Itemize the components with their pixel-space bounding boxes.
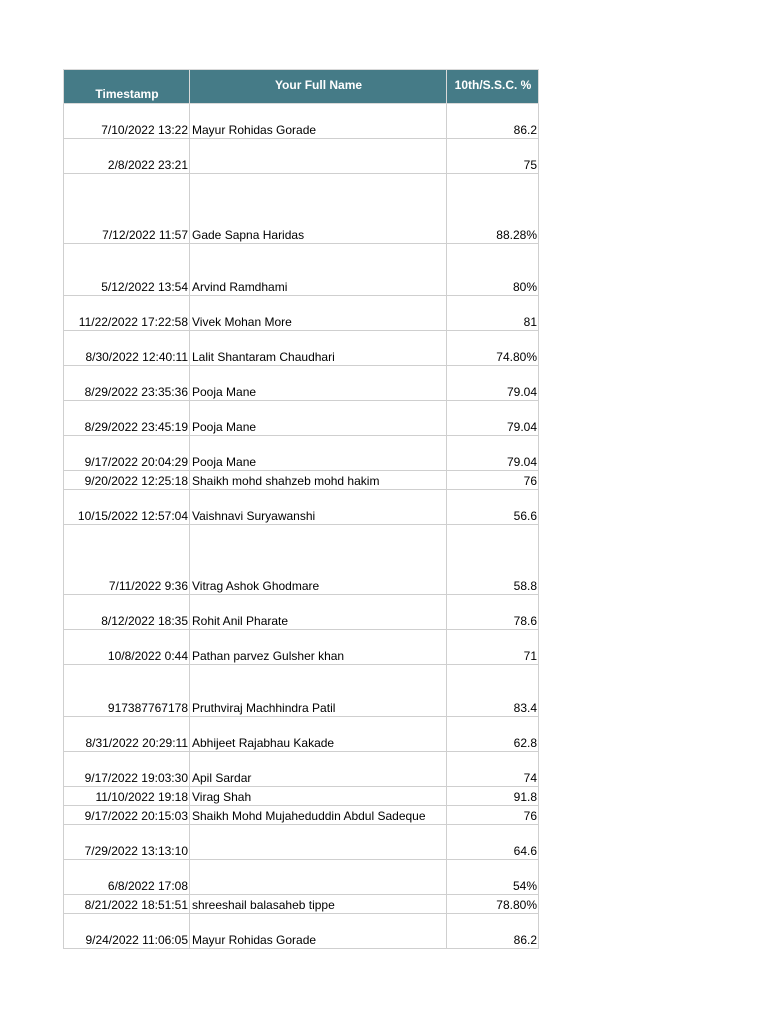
full-name-cell: Mayur Rohidas Gorade (190, 914, 447, 949)
timestamp-cell: 8/30/2022 12:40:11 (64, 331, 190, 366)
timestamp-cell: 8/31/2022 20:29:11 (64, 717, 190, 752)
table-row (64, 525, 539, 595)
full-name-cell: Abhijeet Rajabhau Kakade (190, 717, 447, 752)
full-name-cell: Vivek Mohan More (190, 296, 447, 331)
timestamp-cell: 10/15/2022 12:57:04 (64, 490, 190, 525)
full-name-cell: Shaikh mohd shahzeb mohd hakim (190, 471, 447, 490)
ssc-percent-cell: 75 (447, 139, 539, 174)
timestamp-cell: 11/22/2022 17:22:58 (64, 296, 190, 331)
ssc-percent-cell: 86.2 (447, 914, 539, 949)
table-row (64, 595, 539, 630)
timestamp-cell: 10/8/2022 0:44 (64, 630, 190, 665)
timestamp-cell: 9/17/2022 20:04:29 (64, 436, 190, 471)
ssc-percent-cell: 76 (447, 471, 539, 490)
ssc-percent-cell: 58.8 (447, 525, 539, 595)
header-row (64, 70, 539, 104)
timestamp-cell: 9/24/2022 11:06:05 (64, 914, 190, 949)
table-row (64, 630, 539, 665)
timestamp-cell: 11/10/2022 19:18 (64, 787, 190, 806)
full-name-cell: shreeshail balasaheb tippe (190, 895, 447, 914)
full-name-cell (190, 860, 447, 895)
table-row (64, 471, 539, 490)
ssc-percent-cell: 71 (447, 630, 539, 665)
ssc-percent-cell: 78.6 (447, 595, 539, 630)
table-row (64, 104, 539, 139)
ssc-percent-cell: 78.80% (447, 895, 539, 914)
table-row (64, 806, 539, 825)
ssc-percent-cell: 86.2 (447, 104, 539, 139)
table-row (64, 825, 539, 860)
full-name-cell: Vitrag Ashok Ghodmare (190, 525, 447, 595)
ssc-percent-cell: 81 (447, 296, 539, 331)
full-name-cell: Lalit Shantaram Chaudhari (190, 331, 447, 366)
full-name-cell: Pooja Mane (190, 366, 447, 401)
header-full-name: Your Full Name (190, 70, 447, 104)
full-name-cell: Apil Sardar (190, 752, 447, 787)
full-name-cell: Vaishnavi Suryawanshi (190, 490, 447, 525)
timestamp-cell: 9/17/2022 20:15:03 (64, 806, 190, 825)
timestamp-cell: 917387767178 (64, 665, 190, 717)
full-name-cell: Pathan parvez Gulsher khan (190, 630, 447, 665)
timestamp-cell: 7/11/2022 9:36 (64, 525, 190, 595)
full-name-cell: Pooja Mane (190, 436, 447, 471)
table-row (64, 752, 539, 787)
ssc-percent-cell: 79.04 (447, 366, 539, 401)
timestamp-cell: 7/12/2022 11:57 (64, 174, 190, 244)
full-name-cell: Pruthviraj Machhindra Patil (190, 665, 447, 717)
ssc-percent-cell: 91.8 (447, 787, 539, 806)
table-row (64, 401, 539, 436)
ssc-percent-cell: 56.6 (447, 490, 539, 525)
ssc-percent-cell: 88.28% (447, 174, 539, 244)
timestamp-cell: 7/29/2022 13:13:10 (64, 825, 190, 860)
timestamp-cell: 5/12/2022 13:54 (64, 244, 190, 296)
table-row (64, 665, 539, 717)
timestamp-cell: 9/17/2022 19:03:30 (64, 752, 190, 787)
timestamp-cell: 8/29/2022 23:35:36 (64, 366, 190, 401)
ssc-percent-cell: 64.6 (447, 825, 539, 860)
header-ssc-percent: 10th/S.S.C. % (447, 70, 539, 104)
responses-table (63, 69, 539, 949)
full-name-cell: Pooja Mane (190, 401, 447, 436)
table-row (64, 914, 539, 949)
full-name-cell: Rohit Anil Pharate (190, 595, 447, 630)
ssc-percent-cell: 79.04 (447, 436, 539, 471)
timestamp-cell: 8/12/2022 18:35 (64, 595, 190, 630)
table-row (64, 366, 539, 401)
table-body (64, 104, 539, 949)
table-row (64, 717, 539, 752)
full-name-cell (190, 825, 447, 860)
full-name-cell: Mayur Rohidas Gorade (190, 104, 447, 139)
timestamp-cell: 2/8/2022 23:21 (64, 139, 190, 174)
table-row (64, 244, 539, 296)
timestamp-cell: 7/10/2022 13:22 (64, 104, 190, 139)
table-row (64, 331, 539, 366)
ssc-percent-cell: 62.8 (447, 717, 539, 752)
ssc-percent-cell: 76 (447, 806, 539, 825)
ssc-percent-cell: 74 (447, 752, 539, 787)
full-name-cell: Shaikh Mohd Mujaheduddin Abdul Sadeque (190, 806, 447, 825)
table-row (64, 860, 539, 895)
table-row (64, 174, 539, 244)
table-row (64, 490, 539, 525)
timestamp-cell: 9/20/2022 12:25:18 (64, 471, 190, 490)
table-row (64, 895, 539, 914)
ssc-percent-cell: 54% (447, 860, 539, 895)
full-name-cell: Arvind Ramdhami (190, 244, 447, 296)
header-timestamp: Timestamp (64, 70, 190, 104)
ssc-percent-cell: 79.04 (447, 401, 539, 436)
table-row (64, 296, 539, 331)
table-row (64, 436, 539, 471)
timestamp-cell: 6/8/2022 17:08 (64, 860, 190, 895)
ssc-percent-cell: 74.80% (447, 331, 539, 366)
full-name-cell: Virag Shah (190, 787, 447, 806)
ssc-percent-cell: 80% (447, 244, 539, 296)
timestamp-cell: 8/21/2022 18:51:51 (64, 895, 190, 914)
timestamp-cell: 8/29/2022 23:45:19 (64, 401, 190, 436)
ssc-percent-cell: 83.4 (447, 665, 539, 717)
full-name-cell (190, 139, 447, 174)
table-row (64, 787, 539, 806)
table-row (64, 139, 539, 174)
full-name-cell: Gade Sapna Haridas (190, 174, 447, 244)
